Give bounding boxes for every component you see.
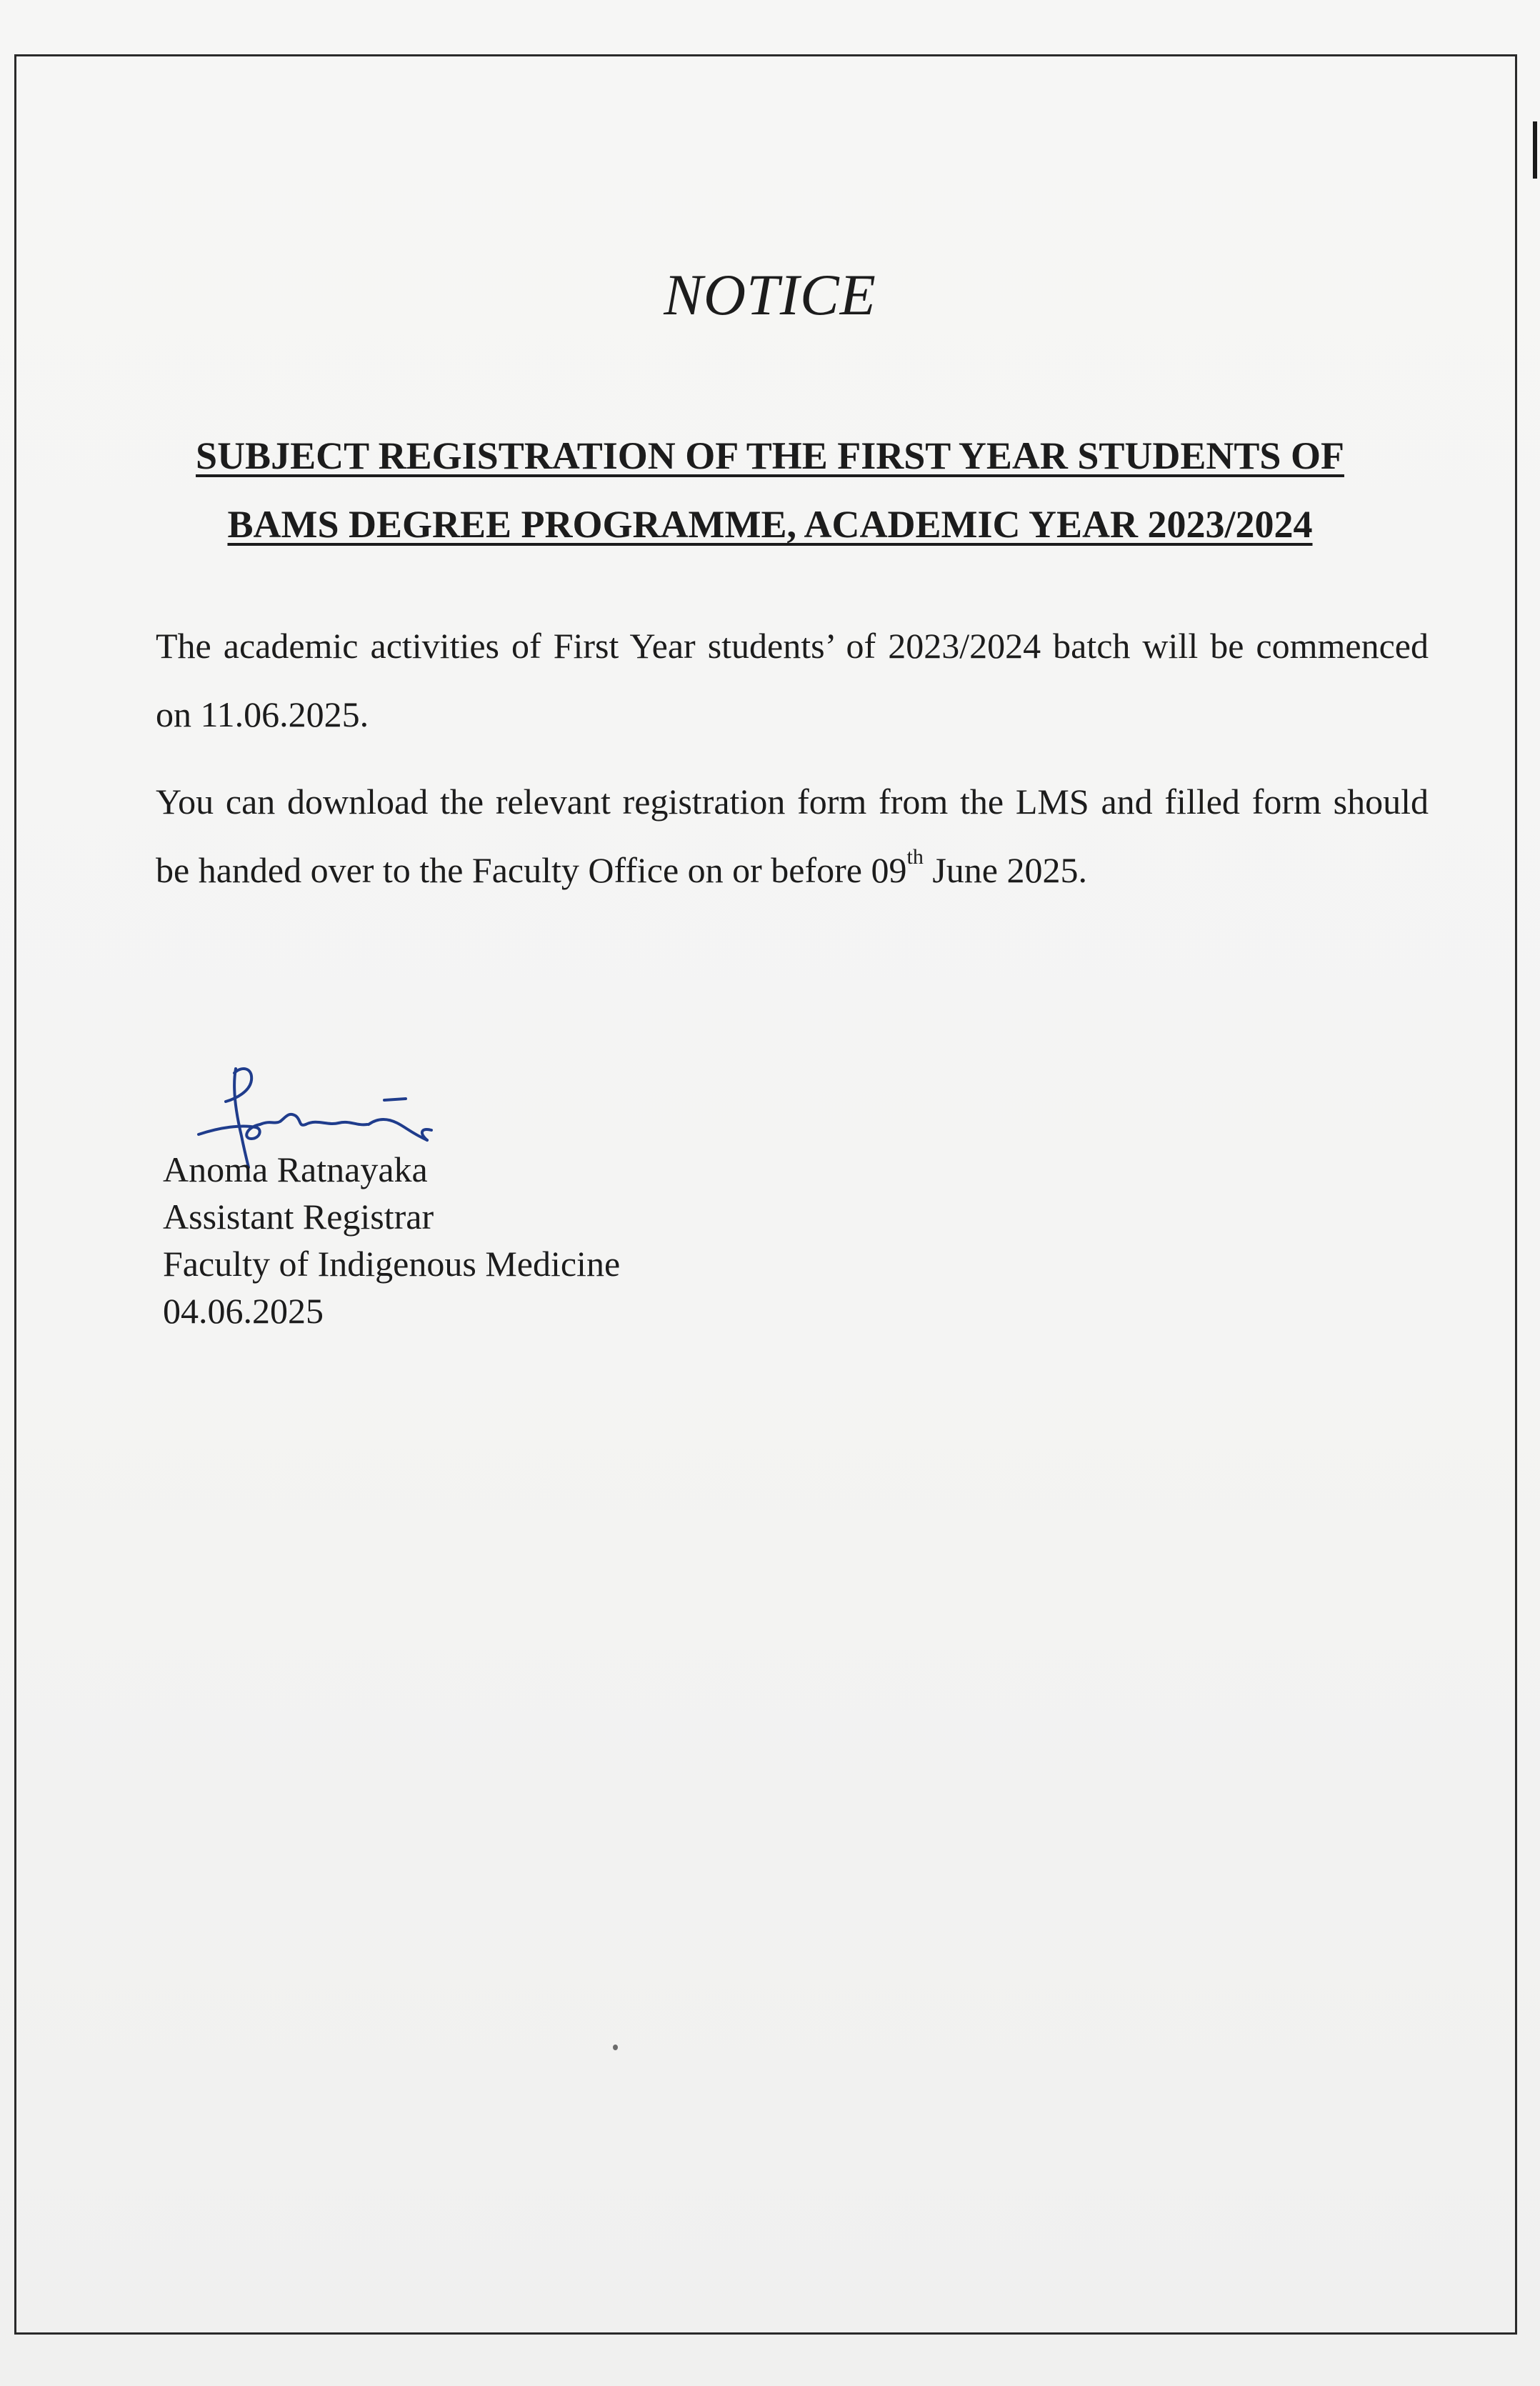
notice-date: 04.06.2025 [163, 1291, 324, 1331]
paragraph-registration-form [156, 767, 1429, 904]
paragraph-registration-deadline: June 2025. [923, 850, 1087, 890]
ordinal-suffix: th [906, 845, 924, 869]
signatory-position: Assistant Registrar [163, 1197, 434, 1237]
scan-edge-mark [1533, 121, 1537, 179]
signatory-block [163, 1146, 620, 1334]
subject-heading [100, 421, 1440, 559]
paragraph-registration-text: You can download the relevant registration form from the LMS and filled form should be handed over to the Faculty Office on or before 09 [156, 782, 1429, 890]
signatory-faculty: Faculty of Indigenous Medicine [163, 1244, 621, 1284]
subject-line-2: BAMS DEGREE PROGRAMME, ACADEMIC YEAR 2023/2024 [227, 503, 1313, 546]
paragraph-commencement: The academic activities of First Year students’ of 2023/2024 batch will be commenced on 11.06.2025. [156, 626, 1429, 734]
paper-speck [613, 2045, 618, 2050]
signatory-name: Anoma Ratnayaka [163, 1149, 428, 1189]
notice-title: NOTICE [664, 262, 876, 327]
subject-line-1: SUBJECT REGISTRATION OF THE FIRST YEAR STUDENTS OF [196, 434, 1344, 477]
